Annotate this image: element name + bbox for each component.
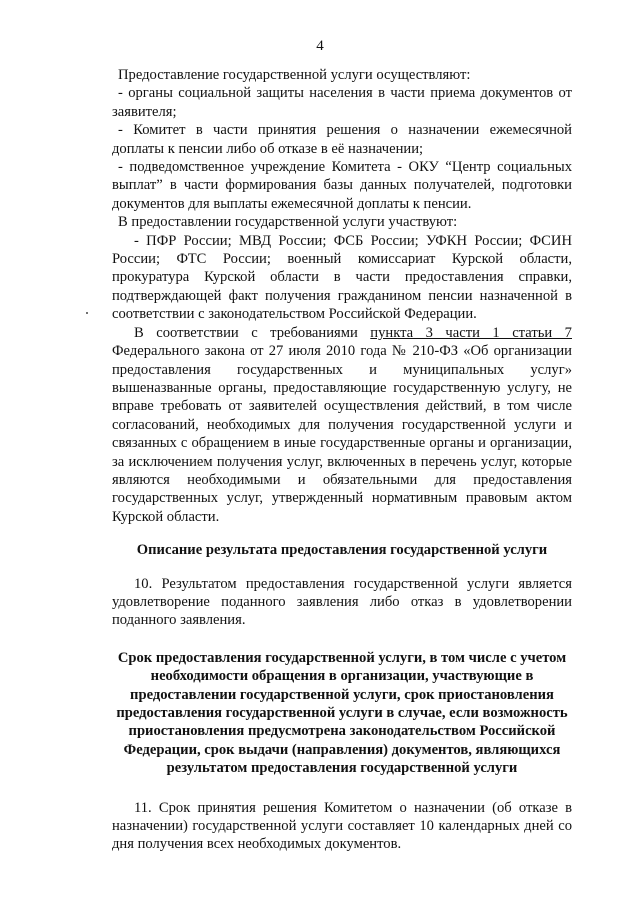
paragraph-subordinate-institution: - подведомственное учреждение Комитета - ОКУ “Центр социальных выплат” в части формирования базы данных получателей, подготовки документов для выплаты ежемесячной доплаты к пенсии.	[112, 159, 572, 212]
federal-law-text-end: Федерального закона от 27 июля 2010 года № 210-ФЗ «Об организации предоставления государственных и муниципальных услуг» вышеназванные органы, предоставляющие государственную услугу, не вправе требовать от заявителей осуществления действий, в том числе согласований, необходимых для получения государственной услуги и связанных с обращением в иные государственные органы и организации, за исключением получения услуг, включенных в перечень услуг, которые являются необходимыми и обязательными для предоставления государственных услуг, утвержденный нормативным правовым актом Курской области.	[112, 343, 572, 525]
federal-law-text-start: В соответствии с требованиями	[134, 324, 371, 341]
paragraph-committee: - Комитет в части принятия решения о назначении ежемесячной доплаты к пенсии либо об отказе в её назначении;	[112, 122, 572, 157]
document-body	[112, 66, 572, 854]
scan-speck	[86, 312, 88, 314]
paragraph-participants-intro: В предоставлении государственной услуги участвуют:	[118, 214, 458, 231]
page-number: 4	[316, 38, 324, 54]
section-heading-term: Срок предоставления государственной услуги, в том числе с учетом необходимости обращения в организации, участвующие в предоставлении государственной услуги, срок приостановления предоставления государственной услуги в случае, если возможность приостановления предусмотрена законодательством Российской Федерации, срок выдачи (направления) документов, являющихся результатом предоставления государственной услуги	[116, 649, 568, 777]
paragraph-providers-intro: Предоставление государственной услуги осуществляют:	[118, 67, 471, 83]
paragraph-item-11: 11. Срок принятия решения Комитетом о назначении (об отказе в назначении) государственной услуги составляет 10 календарных дней со дня получения всех необходимых документов.	[112, 799, 572, 853]
paragraph-item-10: 10. Результатом предоставления государственной услуги является удовлетворение поданного заявления либо отказ в удовлетворении поданного заявления.	[112, 575, 572, 629]
paragraph-federal-law	[112, 324, 572, 526]
paragraph-participants-list: - ПФР России; МВД России; ФСБ России; УФКН России; ФСИН России; ФТС России; военный комиссариат Курской области, прокуратура Курской области в части предоставления справки, подтверждающей факт получения гражданином пенсии назначенной в соответствии с законодательством Российской Федерации.	[112, 232, 572, 323]
section-heading-result: Описание результата предоставления государственной услуги	[136, 542, 548, 559]
paragraph-social-protection: - органы социальной защиты населения в части приема документов от заявителя;	[112, 85, 572, 120]
law-article-link[interactable]: пункта 3 части 1 статьи 7	[370, 324, 572, 341]
